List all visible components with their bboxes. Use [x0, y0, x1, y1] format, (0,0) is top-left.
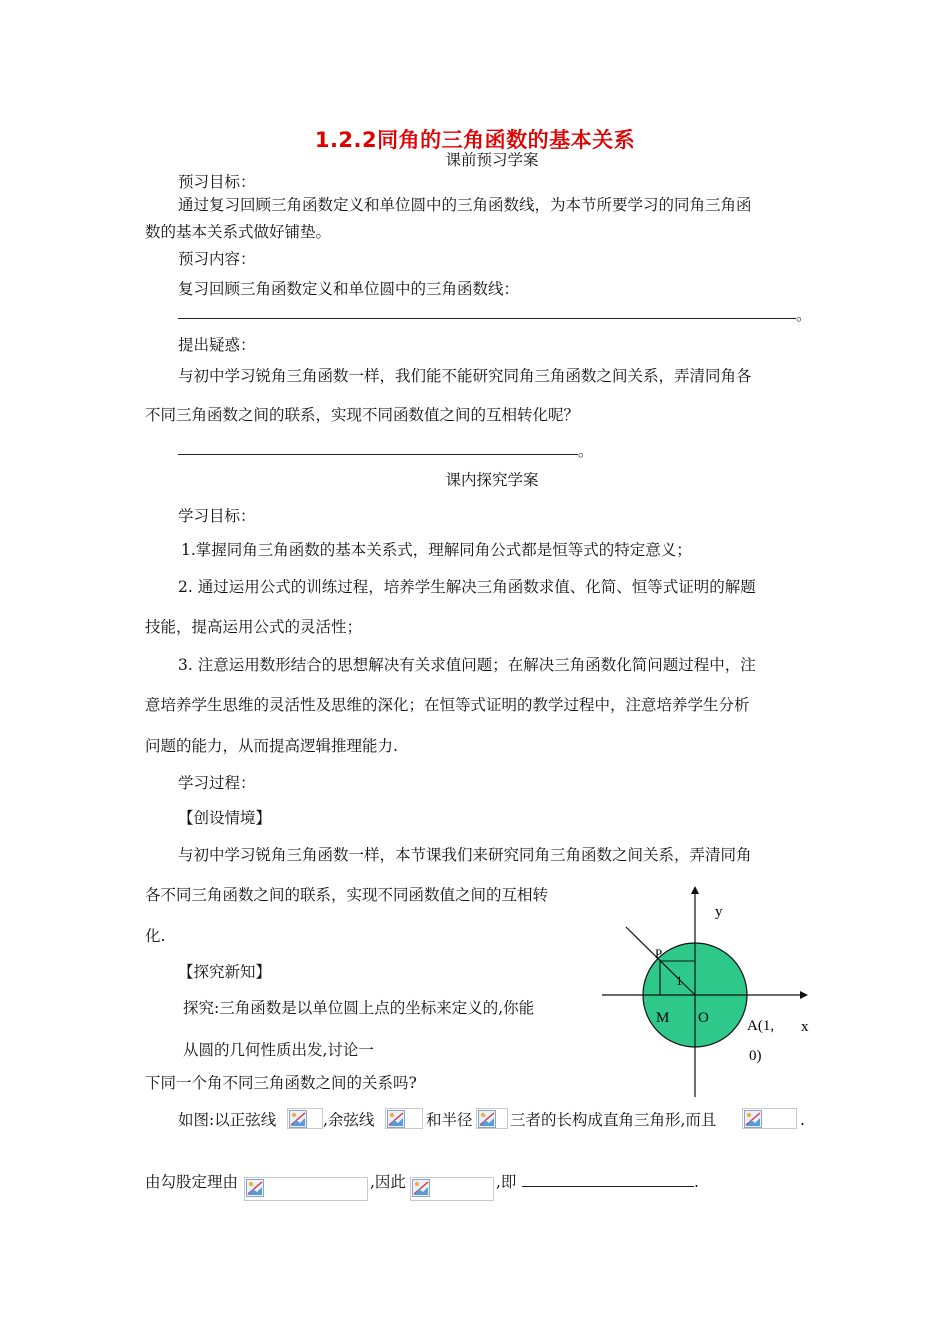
explore-label: 【探究新知】 [178, 963, 272, 981]
preview-goal-line1: 通过复习回顾三角函数定义和单位圆中的三角函数线，为本节所要学习的同角三角函 [178, 196, 752, 214]
target-label: 学习目标： [178, 507, 256, 525]
target-2-line2: 技能，提高运用公式的灵活性； [145, 618, 363, 636]
preview-goal-label: 预习目标： [178, 173, 256, 191]
target-2-line1: 2. 通过运用公式的训练过程，培养学生解决三角函数求值、化简、恒等式证明的解题 [178, 578, 756, 596]
explore-line3: 下同一个角不同三角函数之间的关系吗? [145, 1074, 417, 1092]
doubt-label: 提出疑惑： [178, 336, 256, 354]
figure-text-a: 如图:以正弦线 [178, 1111, 277, 1129]
scene-line2: 各不同三角函数之间的联系，实现不同函数值之间的互相转 [145, 886, 549, 904]
blank-end-period-1: 。 [796, 306, 812, 324]
scene-line1: 与初中学习锐角三角函数一样，本节课我们来研究同角三角函数之间关系，弄清同角 [178, 846, 752, 864]
label-a-line2: 0) [749, 1048, 762, 1064]
x-axis-arrow [800, 991, 808, 999]
section-heading-preview: 课前预习学案 [445, 151, 539, 169]
unit-circle-figure [598, 880, 828, 1104]
pyth-text-c: ,即 [496, 1173, 517, 1191]
answer-blank-line-3 [522, 1186, 694, 1187]
label-a-line1: A(1, [747, 1018, 775, 1034]
label-x: x [801, 1019, 809, 1035]
blank-end-period-2: 。 [578, 442, 594, 460]
process-label: 学习过程： [178, 774, 256, 792]
scene-label: 【创设情境】 [178, 809, 272, 827]
formula-image-cos-line [385, 1108, 423, 1129]
formula-image-pythagoras [244, 1177, 368, 1201]
document-title: 1.2.2同角的三角函数的基本关系 [314, 128, 636, 152]
label-p: P [655, 946, 663, 961]
figure-text-e: . [800, 1111, 805, 1129]
scene-line3: 化. [145, 927, 166, 945]
label-m: M [656, 1010, 670, 1026]
explore-line1: 探究:三角函数是以单位圆上点的坐标来定义的,你能 [183, 999, 535, 1017]
figure-text-c: 和半径 [426, 1111, 473, 1129]
target-1: 1.掌握同角三角函数的基本关系式，理解同角公式都是恒等式的特定意义； [181, 541, 692, 559]
formula-image-condition [742, 1108, 797, 1129]
preview-content-text: 复习回顾三角函数定义和单位圆中的三角函数线： [178, 280, 520, 298]
target-3-line1: 3. 注意运用数形结合的思想解决有关求值问题；在解决三角函数化简问题过程中，注 [178, 656, 756, 674]
formula-image-sin-line [287, 1108, 323, 1129]
target-3-line3: 问题的能力，从而提高逻辑推理能力. [145, 737, 398, 755]
label-1: 1 [676, 973, 683, 988]
pyth-text-a: 由勾股定理由 [145, 1173, 239, 1191]
answer-blank-line-2 [178, 454, 578, 455]
figure-text-b: ,余弦线 [323, 1111, 375, 1129]
formula-image-therefore [410, 1177, 494, 1201]
doubt-line2: 不同三角函数之间的联系，实现不同函数值之间的互相转化呢？ [145, 406, 580, 424]
preview-content-label: 预习内容： [178, 250, 256, 268]
y-axis-arrow [691, 886, 699, 894]
label-y: y [715, 904, 723, 920]
answer-blank-line-1 [178, 318, 796, 319]
explore-line2: 从圆的几何性质出发,讨论一 [183, 1041, 374, 1059]
label-o: O [698, 1010, 709, 1026]
preview-goal-line2: 数的基本关系式做好铺垫。 [145, 223, 332, 241]
formula-image-radius [476, 1108, 508, 1129]
pyth-text-b: ,因此 [370, 1173, 406, 1191]
section-heading-class: 课内探究学案 [445, 471, 539, 489]
pyth-text-d: . [694, 1173, 699, 1191]
figure-text-d: 三者的长构成直角三角形,而且 [510, 1111, 717, 1129]
doubt-line1: 与初中学习锐角三角函数一样，我们能不能研究同角三角函数之间关系，弄清同角各 [178, 367, 752, 385]
target-3-line2: 意培养学生思维的灵活性及思维的深化；在恒等式证明的教学过程中，注意培养学生分析 [145, 696, 750, 714]
